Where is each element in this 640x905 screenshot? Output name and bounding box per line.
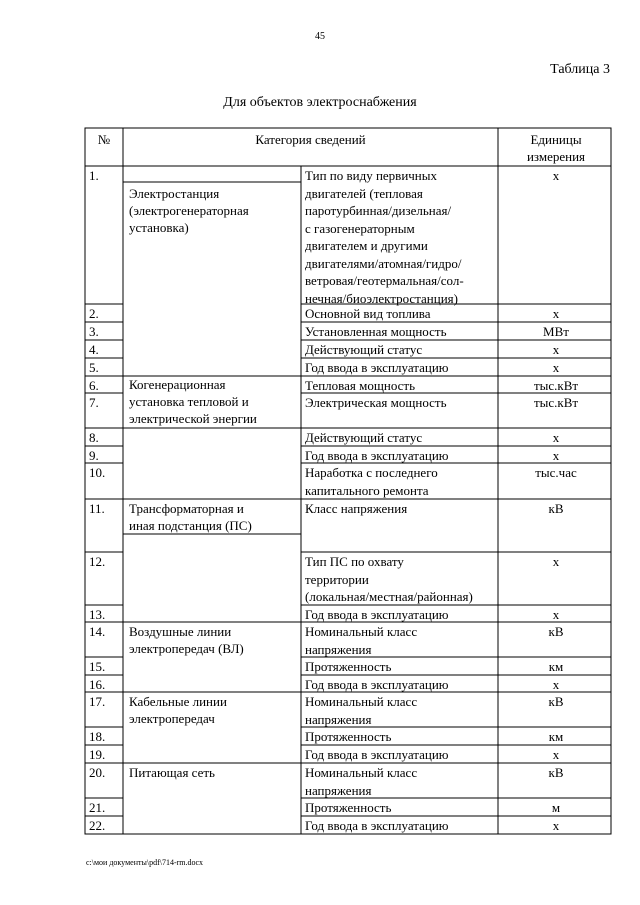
row-info-line: ветровая/геотермальная/сол- (305, 273, 464, 288)
row-number: 4. (89, 342, 99, 357)
row-info-line: территории (305, 571, 369, 587)
row-unit: км (548, 729, 564, 744)
row-unit: х (552, 818, 560, 833)
row-unit: кВ (548, 694, 564, 709)
row-info-line: (локальная/местная/районная) (305, 589, 473, 604)
table-title: Для объектов электроснабжения (223, 95, 417, 110)
row-number: 10. (89, 465, 106, 480)
category-overhead-line1: Воздушные линии (129, 624, 232, 639)
row-number: 12. (89, 554, 106, 569)
footer-file-path: c:\мои документы\pdf\714-rm.docx (86, 858, 204, 867)
row-info-line: Тип по виду первичных (305, 168, 437, 183)
row-number: 5. (89, 360, 99, 375)
row-number: 17. (89, 694, 106, 709)
row-info-line: Год ввода в эксплуатацию (305, 448, 449, 463)
row-number: 19. (89, 747, 106, 762)
row-number: 20. (89, 765, 106, 780)
row-number: 7. (89, 395, 99, 410)
category-cogeneration-line2: установка тепловой и (129, 394, 249, 409)
row-info-line: Протяженность (305, 800, 392, 815)
row-unit: тыс.кВт (533, 395, 579, 410)
row-unit: х (552, 554, 560, 569)
header-units-line2: измерения (526, 149, 586, 164)
row-info-line: двигателями/атомная/гидро/ (305, 255, 462, 271)
row-unit: тыс.кВт (533, 378, 579, 393)
row-info-line: напряжения (305, 641, 372, 657)
category-substation-line1: Трансформаторная и (129, 501, 244, 516)
row-unit: х (552, 168, 560, 183)
row-number: 18. (89, 729, 106, 744)
category-substation-line2: иная подстанция (ПС) (129, 518, 252, 533)
row-number: 13. (89, 607, 106, 622)
row-number: 11. (89, 501, 105, 516)
row-unit: кВ (548, 624, 564, 639)
category-cable-line1: Кабельные линии (129, 694, 227, 709)
row-info-line: нечная/биоэлектростанция) (305, 290, 458, 306)
category-power-plant-line3: установка) (129, 220, 189, 235)
category-cogeneration-line1: Когенерационная (129, 377, 226, 392)
row-info-line: Класс напряжения (305, 501, 408, 516)
header-units-line1: Единицы (530, 132, 582, 147)
row-unit: х (552, 342, 560, 357)
row-unit: х (552, 607, 560, 622)
row-number: 15. (89, 659, 106, 674)
row-number: 22. (89, 818, 106, 833)
category-feed-line1: Питающая сеть (129, 765, 215, 780)
row-info-line: двигателем и другими (305, 238, 428, 253)
row-unit: кВ (548, 501, 564, 516)
row-unit: х (552, 747, 560, 762)
row-info-line: Действующий статус (305, 430, 423, 445)
row-info-line: Действующий статус (305, 342, 423, 357)
row-info-line: Год ввода в эксплуатацию (305, 607, 449, 622)
row-info-line: Электрическая мощность (305, 395, 447, 410)
header-number: № (97, 132, 111, 147)
page-number: 45 (315, 31, 325, 42)
row-unit: х (552, 677, 560, 692)
category-cable-line2: электропередач (129, 711, 215, 726)
row-number: 21. (89, 800, 106, 815)
row-info-line: напряжения (305, 711, 372, 727)
row-info-line: Номинальный класс (305, 624, 418, 639)
row-info-line: капитального ремонта (305, 482, 429, 498)
row-number: 2. (89, 306, 99, 321)
row-info-line: Номинальный класс (305, 765, 418, 780)
row-info-line: двигателей (тепловая (305, 185, 423, 201)
row-number: 16. (89, 677, 106, 692)
row-number: 1. (89, 168, 99, 183)
row-unit: х (552, 360, 560, 375)
row-info-line: Год ввода в эксплуатацию (305, 747, 449, 762)
row-info-line: Тип ПС по охвату (305, 554, 404, 569)
row-info-line: Наработка с последнего (305, 465, 438, 480)
row-unit: х (552, 430, 560, 445)
row-info-line: Протяженность (305, 659, 392, 674)
header-category: Категория сведений (255, 132, 366, 147)
row-number: 6. (89, 378, 99, 393)
category-cogeneration-line3: электрической энергии (129, 411, 257, 426)
table-label: Таблица 3 (550, 62, 610, 77)
row-number: 8. (89, 430, 99, 445)
row-number: 9. (89, 448, 99, 463)
row-info-line: напряжения (305, 782, 372, 798)
category-power-plant-line2: (электрогенераторная (129, 203, 249, 218)
row-unit: х (552, 306, 560, 321)
category-overhead-line2: электропередач (ВЛ) (129, 641, 244, 656)
row-info-line: Год ввода в эксплуатацию (305, 818, 449, 833)
row-unit: х (552, 448, 560, 463)
row-unit: м (551, 800, 561, 815)
row-unit: км (548, 659, 564, 674)
row-info-line: с газогенераторным (305, 220, 415, 236)
row-info-line: паротурбинная/дизельная/ (305, 203, 452, 218)
row-info-line: Год ввода в эксплуатацию (305, 360, 449, 375)
row-info-line: Тепловая мощность (305, 378, 416, 393)
row-unit: тыс.час (535, 465, 577, 480)
row-info-line: Основной вид топлива (305, 306, 431, 321)
row-unit: кВ (548, 765, 564, 780)
row-number: 14. (89, 624, 106, 639)
row-info-line: Протяженность (305, 729, 392, 744)
row-number: 3. (89, 324, 99, 339)
row-info-line: Номинальный класс (305, 694, 418, 709)
row-unit: МВт (543, 324, 569, 339)
category-power-plant-line1: Электростанция (129, 186, 220, 201)
row-info-line: Установленная мощность (305, 324, 447, 339)
row-info-line: Год ввода в эксплуатацию (305, 677, 449, 692)
